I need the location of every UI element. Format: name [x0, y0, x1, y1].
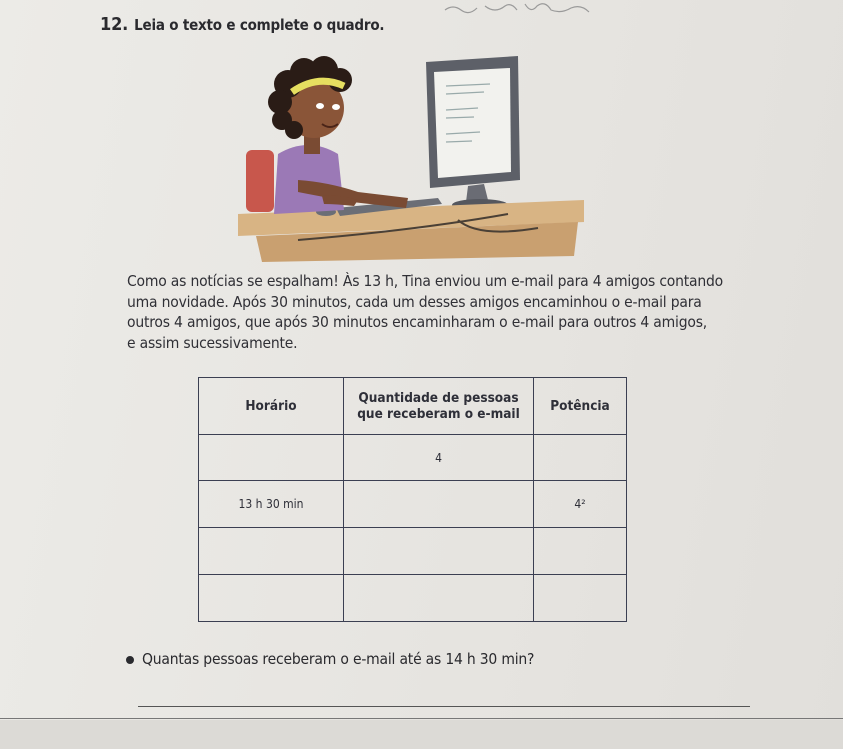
- paragraph-line: uma novidade. Após 30 minutos, cada um desses amigos encaminhou o e-mail para: [127, 292, 702, 311]
- table-row: [199, 528, 627, 575]
- table-row: [199, 481, 627, 528]
- cell-quantidade[interactable]: [344, 575, 534, 622]
- header-horario: Horário: [199, 378, 344, 435]
- table-row: [199, 575, 627, 622]
- cell-potencia[interactable]: [534, 435, 627, 481]
- cell-potencia[interactable]: [534, 575, 627, 622]
- table-header-row: [199, 378, 627, 435]
- email-spread-table: [198, 377, 627, 622]
- cell-horario[interactable]: 13 h 30 min: [199, 481, 344, 528]
- cell-potencia[interactable]: 4²: [534, 481, 627, 528]
- girl-at-computer-illustration: [228, 50, 590, 262]
- followup-question-text: Quantas pessoas receberam o e-mail até as 14 h 30 min?: [142, 650, 535, 668]
- cell-horario[interactable]: [199, 528, 344, 575]
- header-potencia: Potência: [534, 378, 627, 435]
- paragraph-line: Como as notícias se espalham! Às 13 h, Tina enviou um e-mail para 4 amigos contando: [127, 272, 724, 290]
- followup-question: [126, 650, 534, 668]
- paragraph-line: e assim sucessivamente.: [127, 333, 298, 352]
- cell-quantidade[interactable]: [344, 481, 534, 528]
- header-quantidade: Quantidade de pessoas que receberam o e-mail: [344, 378, 534, 435]
- next-page-strip: [0, 720, 843, 749]
- cell-quantidade[interactable]: [344, 528, 534, 575]
- pencil-scribble: [440, 0, 610, 18]
- cell-quantidade[interactable]: 4: [344, 435, 534, 481]
- cell-potencia[interactable]: [534, 528, 627, 575]
- cell-horario[interactable]: [199, 575, 344, 622]
- cell-horario[interactable]: [199, 435, 344, 481]
- question-number: 12.: [100, 14, 129, 35]
- page-edge: [0, 718, 843, 719]
- question-heading: [100, 14, 384, 35]
- bullet-icon: [126, 656, 134, 664]
- story-paragraph: [127, 271, 743, 353]
- question-instruction: Leia o texto e complete o quadro.: [134, 16, 385, 34]
- paragraph-line: outros 4 amigos, que após 30 minutos encaminharam o e-mail para outros 4 amigos,: [127, 313, 707, 331]
- table-row: [199, 435, 627, 481]
- answer-line[interactable]: [138, 706, 750, 707]
